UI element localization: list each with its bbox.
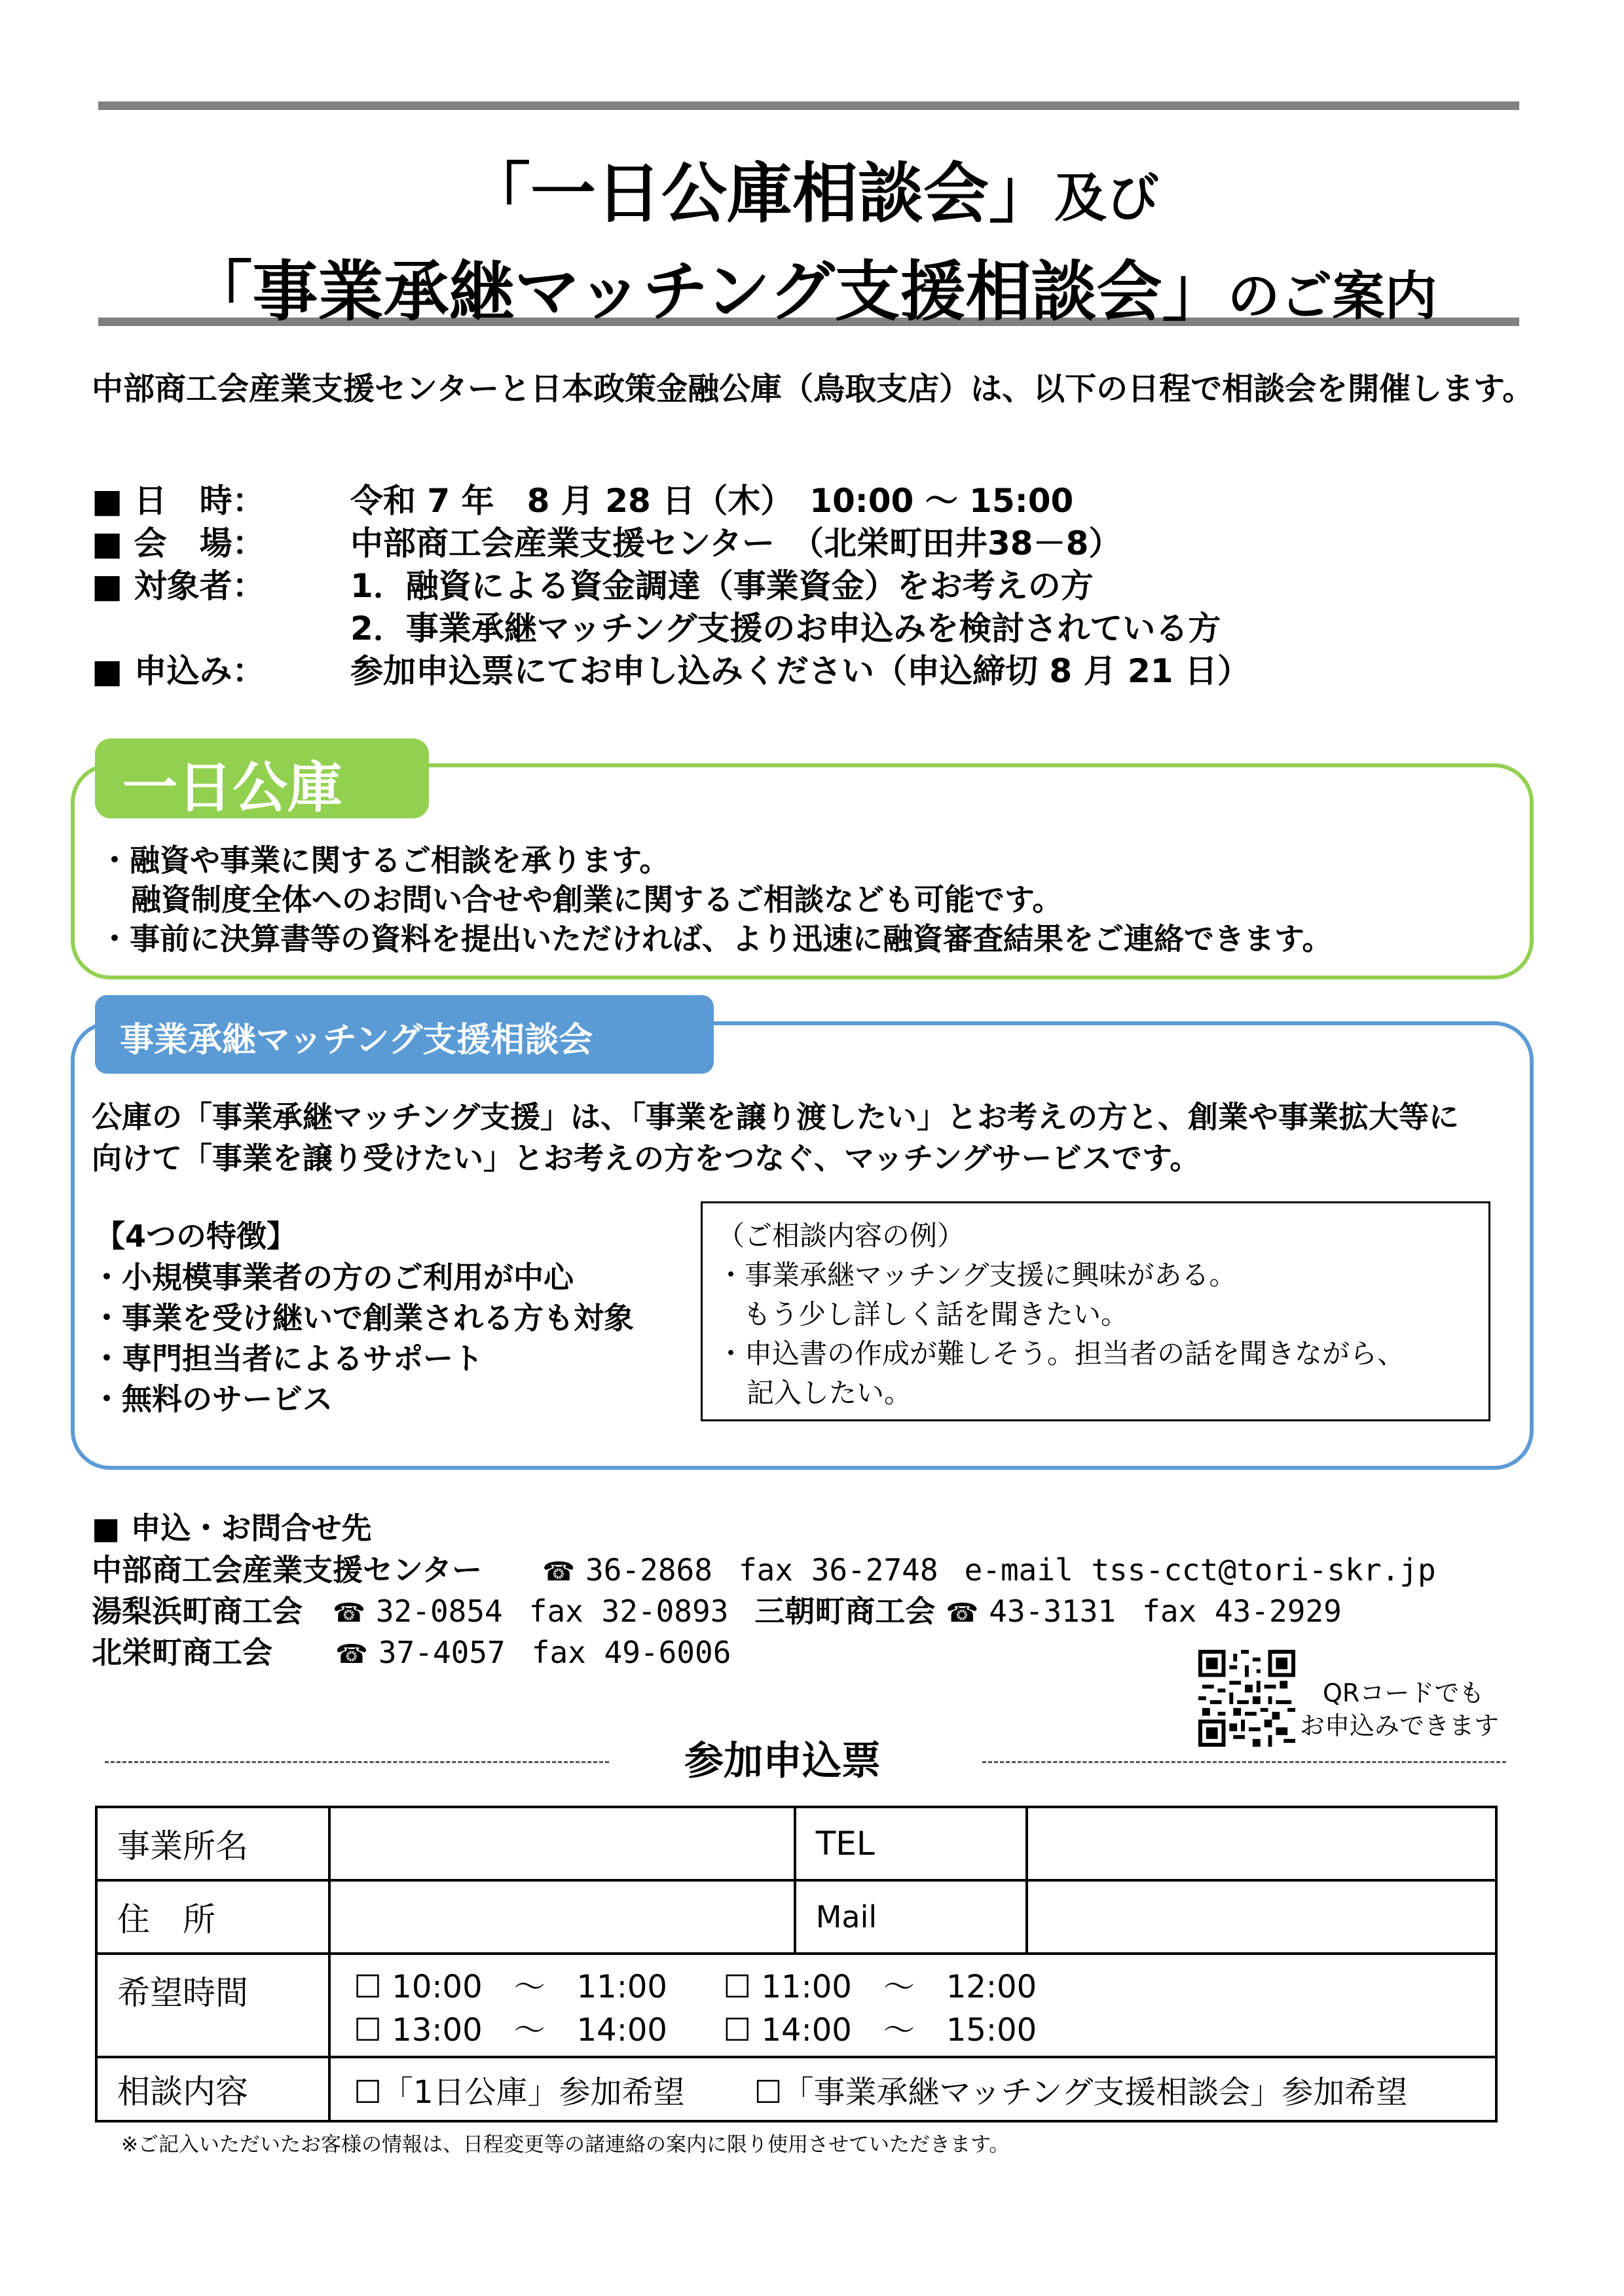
time-label: 希望時間 — [96, 1954, 329, 2057]
examples-title: （ご相談内容の例） — [717, 1220, 965, 1252]
matching-desc-1: 公庫の「事業承継マッチング支援」は、「事業を譲り渡したい」とお考えの方と、創業や事業拡大等に — [92, 1099, 1459, 1135]
example-item: 記入したい。 — [747, 1377, 912, 1409]
features-title: 【4つの特徴】 — [95, 1218, 297, 1254]
tel-field[interactable] — [1027, 1807, 1496, 1880]
mail-label: Mail — [795, 1880, 1027, 1954]
content-label: 相談内容 — [96, 2057, 329, 2121]
time-checkbox-1100[interactable]: ☐ 11:00 ～ 12:00 — [723, 1968, 1037, 2005]
koko-line-2: 融資制度全体へのお問い合せや創業に関するご相談なども可能です。 — [131, 882, 1063, 917]
matching-desc-2: 向けて「事業を譲り受けたい」とお考えの方をつなぐ、マッチングサービスです。 — [92, 1140, 1200, 1176]
content-options — [329, 2057, 1496, 2121]
feature-item: ・無料のサービス — [92, 1381, 333, 1417]
contact-row: 中部商工会産業支援センター ☎ 36-2868 fax 36-2748 e-mail tss-cct@tori-skr.jp — [92, 1552, 1436, 1588]
feature-item: ・事業を受け継いで創業される方も対象 — [92, 1300, 634, 1336]
time-checkbox-1300[interactable]: ☐ 13:00 ～ 14:00 — [353, 2011, 667, 2049]
business-name-label: 事業所名 — [96, 1807, 329, 1880]
telephone-icon: ☎ — [333, 1598, 365, 1628]
contact-row: 湯梨浜町商工会 ☎ 32-0854 fax 32-0893 三朝町商工会 ☎ 43-3131 fax 43-2929 — [92, 1594, 1342, 1629]
time-checkbox-1000[interactable]: ☐ 10:00 ～ 11:00 — [353, 1968, 667, 2005]
telephone-icon: ☎ — [335, 1639, 368, 1669]
form-title: 参加申込票 — [684, 1738, 881, 1784]
example-item: もう少し詳しく話を聞きたい。 — [743, 1298, 1129, 1330]
page-title-line-1: 「一日公庫相談会」及び — [465, 155, 1159, 232]
application-form-table — [95, 1806, 1498, 2123]
tel-label: TEL — [795, 1807, 1027, 1880]
telephone-icon: ☎ — [946, 1598, 979, 1628]
content-checkbox-matching[interactable]: ☐「事業承継マッチング支援相談会」参加希望 — [754, 2073, 1408, 2111]
business-name-field[interactable] — [329, 1807, 795, 1880]
example-item: ・申込書の作成が難しそう。担当者の話を聞きながら、 — [717, 1338, 1405, 1370]
koko-line-1: ・融資や事業に関するご相談を承ります。 — [100, 843, 670, 878]
time-checkbox-1400[interactable]: ☐ 14:00 ～ 15:00 — [723, 2011, 1037, 2049]
address-field[interactable] — [329, 1880, 795, 1954]
qr-caption-1: QRコードでも — [1323, 1679, 1485, 1707]
example-item: ・事業承継マッチング支援に興味がある。 — [717, 1259, 1237, 1291]
address-label: 住 所 — [96, 1880, 329, 1954]
telephone-icon: ☎ — [542, 1557, 576, 1587]
feature-item: ・専門担当者によるサポート — [92, 1341, 483, 1376]
privacy-note: ※ご記入いただいたお客様の情報は、日程変更等の諸連絡の案内に限り使用させていただきます。 — [121, 2133, 1010, 2157]
form-divider-left — [105, 1761, 609, 1763]
content-checkbox-koko[interactable]: ☐「1日公庫」参加希望 — [353, 2073, 685, 2111]
form-divider-right — [982, 1761, 1506, 1763]
koko-line-3: ・事前に決算書等の資料を提出いただければ、より迅速に融資審査結果をご連絡できます。 — [100, 921, 1333, 957]
matching-section-tab: 事業承継マッチング支援相談会 — [95, 995, 714, 1074]
page-title-line-2: 「事業承継マッチング支援相談会」のご案内 — [187, 253, 1437, 330]
koko-section-tab: 一日公庫 — [95, 738, 429, 818]
time-options — [329, 1954, 1496, 2057]
intro-text: 中部商工会産業支援センターと日本政策金融公庫（鳥取支店）は、以下の日程で相談会を開催します。 — [92, 371, 1534, 407]
mail-field[interactable] — [1027, 1880, 1496, 1954]
qr-code-icon[interactable] — [1198, 1650, 1295, 1747]
title-top-rule — [98, 101, 1519, 110]
contact-heading: ■ 申込・お問合せ先 — [92, 1510, 372, 1546]
contact-row: 北栄町商工会 ☎ 37-4057 fax 49-6006 — [92, 1635, 731, 1670]
qr-caption-2: お申込みできます — [1300, 1711, 1500, 1740]
feature-item: ・小規模事業者の方のご利用が中心 — [92, 1260, 574, 1295]
